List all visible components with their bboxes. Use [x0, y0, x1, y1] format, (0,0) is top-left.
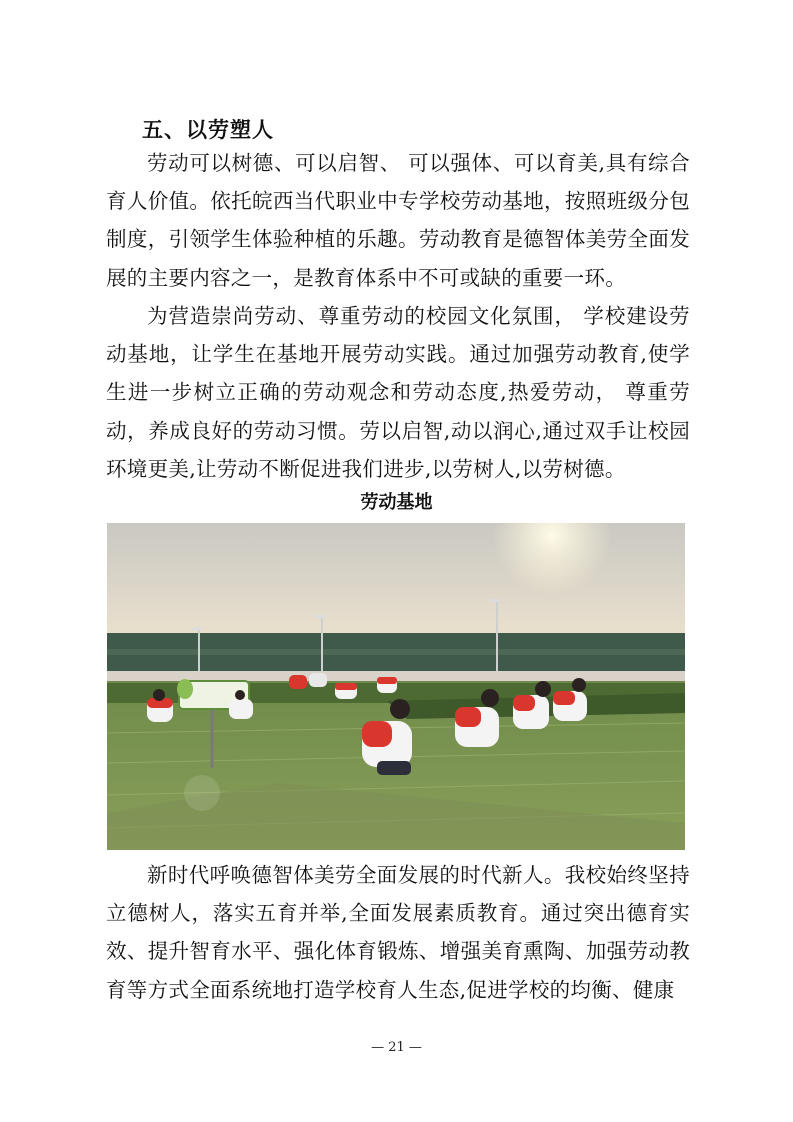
paragraph-2: 为营造崇尚劳动、尊重劳动的校园文化氛围， 学校建设劳动基地，让学生在基地开展劳动实践。通过加强劳动教育,使学生进一步树立正确的劳动观念和劳动态度,热爱劳动， 尊重劳动，养成良好的劳动习惯。劳以启智,动以润心,通过双手让校园环境更美,让劳动不断促进我们进步,以劳树人,以劳树德。 — [106, 304, 690, 481]
section-heading: 五、以劳塑人 — [142, 118, 274, 142]
photo-illustration — [107, 523, 685, 850]
labor-base-photo — [107, 523, 685, 850]
paragraph-1: 劳动可以树德、可以启智、 可以强体、可以育美,具有综合育人价值。依托皖西当代职业中专学校劳动基地，按照班级分包制度，引领学生体验种植的乐趣。劳动教育是德智体美劳全面发展的主要内容之一，是教育体系中不可或缺的重要一环。 — [106, 151, 690, 290]
page-number: — 21 — — [371, 1040, 422, 1055]
figure-caption: 劳动基地 — [360, 492, 433, 513]
paragraph-3: 新时代呼唤德智体美劳全面发展的时代新人。我校始终坚持立德树人，落实五育并举,全面发展素质教育。通过突出德育实效、提升智育水平、强化体育锻炼、增强美育熏陶、加强劳动教育等方式全面系统地打造学校育人生态,促进学校的均衡、健康 — [106, 863, 690, 1002]
